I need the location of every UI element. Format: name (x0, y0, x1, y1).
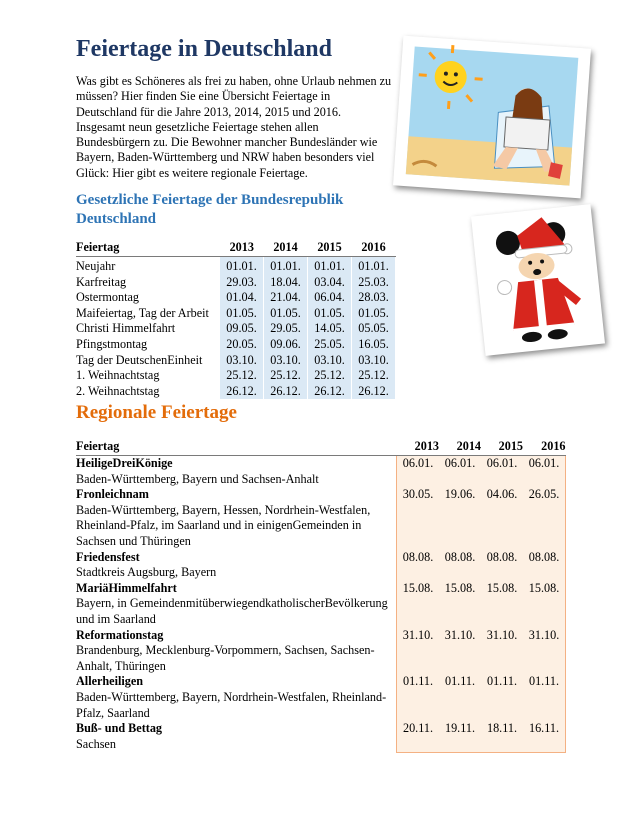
holiday-cell (76, 487, 397, 549)
holiday-date: 15.08. (439, 581, 481, 628)
beach-reading-cartoon-illustration (393, 36, 591, 199)
holiday-date: 01.05. (220, 306, 264, 322)
holiday-date: 09.06. (264, 337, 308, 353)
table-row (76, 368, 396, 384)
table-row (76, 321, 396, 337)
table-header-row (76, 238, 396, 257)
holiday-date: 03.10. (264, 353, 308, 369)
table-row (76, 721, 566, 752)
column-header-year: 2014 (264, 238, 308, 257)
holiday-date: 01.05. (352, 306, 396, 322)
holiday-date: 01.01. (264, 257, 308, 275)
table-row (76, 275, 396, 291)
column-header-year: 2016 (523, 437, 566, 456)
holiday-date: 01.11. (523, 674, 566, 721)
holiday-cell (76, 581, 397, 628)
holiday-date: 01.11. (397, 674, 440, 721)
holiday-date: 03.04. (308, 275, 352, 291)
holiday-date: 26.12. (308, 384, 352, 400)
column-header-year: 2013 (220, 238, 264, 257)
holiday-name: 2. Weihnachtstag (76, 383, 160, 398)
table-row (76, 353, 396, 369)
holiday-date: 25.12. (308, 368, 352, 384)
holiday-date: 08.08. (439, 550, 481, 581)
regional-holidays-table (76, 437, 566, 753)
holiday-date: 16.05. (352, 337, 396, 353)
holiday-date: 01.11. (481, 674, 523, 721)
holiday-cell (76, 674, 397, 721)
column-header-year: 2016 (352, 238, 396, 257)
holiday-cell (76, 628, 397, 675)
holiday-name: HeiligeDreiKönige (76, 456, 173, 470)
holiday-date: 05.05. (352, 321, 396, 337)
holiday-date: 16.11. (523, 721, 566, 752)
holiday-date: 06.04. (308, 290, 352, 306)
holiday-date: 01.01. (308, 257, 352, 275)
holiday-date: 25.12. (220, 368, 264, 384)
column-header-year: 2015 (308, 238, 352, 257)
holiday-date: 19.11. (439, 721, 481, 752)
holiday-date: 01.01. (352, 257, 396, 275)
holiday-name: Allerheiligen (76, 674, 144, 689)
holiday-date: 15.08. (481, 581, 523, 628)
regional-holidays-heading: Regionale Feiertage (76, 402, 237, 423)
column-header-year: 2014 (439, 437, 481, 456)
holiday-name: 1. Weihnachtstag (76, 368, 160, 383)
table-row (76, 456, 566, 488)
holiday-date: 26.12. (220, 384, 264, 400)
holiday-name: Friedensfest (76, 549, 140, 564)
holiday-name: Fronleichnam (76, 487, 149, 502)
table-header-row (76, 437, 566, 456)
holiday-date: 01.05. (264, 306, 308, 322)
holiday-name: Ostermontag (76, 290, 139, 305)
table-row (76, 337, 396, 353)
page-title: Feiertage in Deutschland (76, 36, 332, 62)
holiday-date: 28.03. (352, 290, 396, 306)
holiday-date: 20.11. (397, 721, 440, 752)
holiday-date: 08.08. (523, 550, 566, 581)
holiday-date: 01.01. (220, 257, 264, 275)
holiday-name: Reformationstag (76, 627, 164, 642)
holiday-date: 29.05. (264, 321, 308, 337)
holiday-date: 08.08. (397, 550, 440, 581)
holiday-name: Karfreitag (76, 274, 127, 289)
holiday-date: 08.08. (481, 550, 523, 581)
holiday-date: 25.05. (308, 337, 352, 353)
holiday-name: Neujahr (76, 259, 116, 273)
holiday-cell (76, 550, 397, 581)
holiday-name: Tag der DeutschenEinheit (76, 352, 203, 367)
holiday-regions: Baden-Württemberg, Bayern, Nordrhein-Westfalen, Rheinland-Pfalz, Saarland (76, 689, 387, 720)
holiday-date: 03.10. (352, 353, 396, 369)
holiday-date: 15.08. (523, 581, 566, 628)
holiday-date: 04.06. (481, 487, 523, 549)
holiday-date: 03.10. (220, 353, 264, 369)
holiday-date: 25.12. (264, 368, 308, 384)
table-row (76, 384, 396, 400)
holiday-date: 31.10. (481, 628, 523, 675)
holiday-date: 31.10. (523, 628, 566, 675)
column-header-year: 2015 (481, 437, 523, 456)
holiday-date: 25.03. (352, 275, 396, 291)
table-row (76, 581, 566, 628)
holiday-regions: Baden-Württemberg, Bayern und Sachsen-Anhalt (76, 471, 319, 486)
holiday-date: 26.05. (523, 487, 566, 549)
holiday-regions: Stadtkreis Augsburg, Bayern (76, 565, 217, 580)
holiday-date: 31.10. (439, 628, 481, 675)
holiday-date: 18.11. (481, 721, 523, 752)
holiday-date: 20.05. (220, 337, 264, 353)
holiday-date: 18.04. (264, 275, 308, 291)
column-header-holiday: Feiertag (76, 238, 220, 257)
holiday-date: 01.04. (220, 290, 264, 306)
holiday-date: 14.05. (308, 321, 352, 337)
holiday-date: 26.12. (264, 384, 308, 400)
column-header-holiday: Feiertag (76, 437, 397, 456)
intro-paragraph: Was gibt es Schöneres als frei zu haben, ohne Urlaub nehmen zu müssen? Hier finden Sie eine Übersicht Feiertage in Deutschland für die Jahre 2013, 2014, 2015 und 2016. Insgesamt neun gesetzliche Feiertage stehen allen Bundesbürgern zu. Die Bewohner mancher Bundesländer wie Bayern, Baden-Württemberg und NRW haben besonders viel Glück: Hier gibt es weitere regionale Feiertage. (76, 74, 392, 180)
holiday-cell (76, 721, 397, 752)
holiday-cell (76, 456, 397, 488)
holiday-regions: Sachsen (76, 736, 116, 751)
holiday-date: 21.04. (264, 290, 308, 306)
holiday-date: 06.01. (439, 456, 481, 488)
holiday-date: 01.05. (308, 306, 352, 322)
holiday-date: 19.06. (439, 487, 481, 549)
national-holidays-heading: Gesetzliche Feiertage der Bundesrepublik Deutschland (76, 192, 344, 227)
holiday-regions: Bayern, in GemeindenmitüberwiegendkatholischerBevölkerung und im Saarland (76, 596, 388, 626)
table-row (76, 306, 396, 322)
holiday-date: 06.01. (523, 456, 566, 488)
holiday-date: 30.05. (397, 487, 440, 549)
holiday-name: Maifeiertag, Tag der Arbeit (76, 305, 209, 320)
holiday-date: 06.01. (481, 456, 523, 488)
mouse-santa-cartoon-image (471, 204, 605, 356)
table-row (76, 257, 396, 275)
holiday-date: 01.11. (439, 674, 481, 721)
mouse-santa-cartoon-illustration (471, 204, 605, 356)
holiday-name: MariäHimmelfahrt (76, 580, 177, 595)
holiday-date: 06.01. (397, 456, 440, 488)
table-row (76, 487, 566, 549)
column-header-year: 2013 (397, 437, 440, 456)
table-row (76, 550, 566, 581)
holiday-date: 31.10. (397, 628, 440, 675)
holiday-date: 03.10. (308, 353, 352, 369)
holiday-name: Christi Himmelfahrt (76, 321, 176, 336)
holiday-name: Buß- und Bettag (76, 721, 163, 736)
holiday-date: 15.08. (397, 581, 440, 628)
holiday-date: 25.12. (352, 368, 396, 384)
national-holidays-table (76, 238, 396, 399)
holiday-regions: Brandenburg, Mecklenburg-Vorpommern, Sachsen, Sachsen-Anhalt, Thüringen (76, 643, 375, 673)
beach-reading-cartoon-image (393, 36, 591, 199)
holiday-date: 26.12. (352, 384, 396, 400)
holiday-date: 29.03. (220, 275, 264, 291)
holiday-regions: Baden-Württemberg, Bayern, Hessen, Nordrhein-Westfalen, Rheinland-Pfalz, im Saarland und in einigenGemeinden in Sachsen und Thüringen (76, 502, 371, 548)
table-row (76, 290, 396, 306)
table-row (76, 628, 566, 675)
holiday-name: Pfingstmontag (76, 336, 148, 351)
holiday-date: 09.05. (220, 321, 264, 337)
table-row (76, 674, 566, 721)
